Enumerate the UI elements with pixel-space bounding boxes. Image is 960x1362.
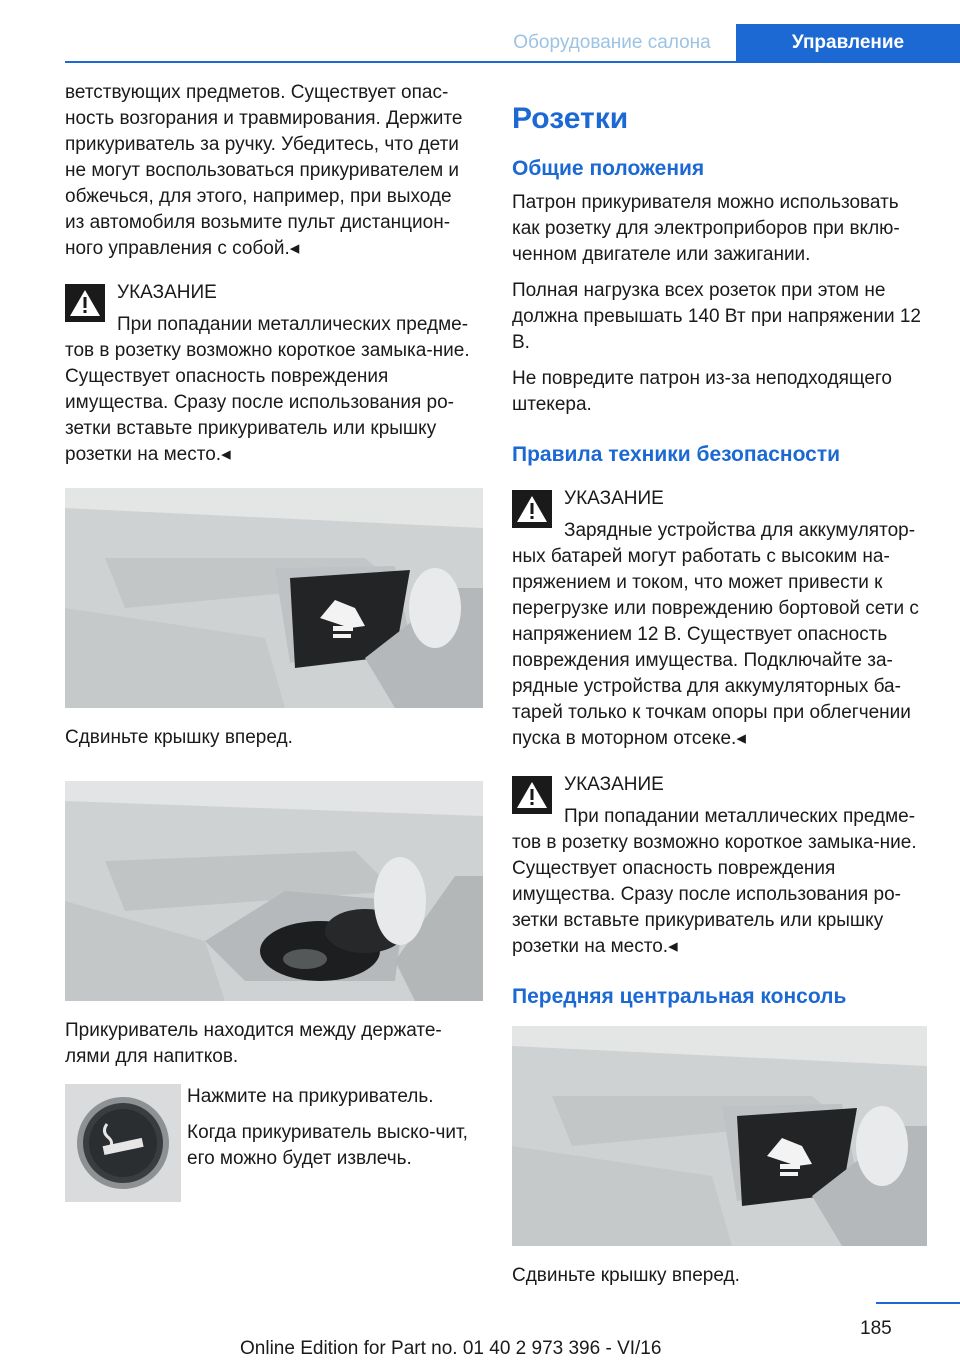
warning-block: [512, 486, 927, 752]
intro-line: обжечься, для этого, например, при выходе: [65, 186, 452, 207]
general-paragraph-3: Не повредите патрон из-за неподходящего штекера.: [512, 368, 892, 415]
console-cover-photo: [65, 488, 483, 708]
console-heading: Передняя центральная консоль: [512, 985, 847, 1008]
section-tab[interactable]: Оборудование салона: [513, 32, 711, 53]
header-divider: [65, 61, 960, 63]
cup-holder-photo: [65, 781, 483, 1001]
intro-paragraph: [65, 80, 483, 262]
cigarette-lighter-icon: [65, 1084, 181, 1202]
warning-icon: [512, 776, 552, 814]
cigarette-lighter-block: [65, 1084, 483, 1209]
intro-line: ного управления с собой.◂: [65, 238, 300, 259]
footer-divider: [876, 1302, 960, 1304]
press-instruction: Нажмите на прикуриватель.: [187, 1086, 434, 1107]
lighter-instructions: [187, 1084, 483, 1182]
warning-text: При попадании металлических предме-тов в розетку возможно короткое замыка-ние. Существует опасность повреждения имущества. Сразу после использования ро-зетки вставьте прикуриватель или крышку розетки на место.◂: [512, 806, 917, 957]
intro-line: из автомобиля возьмите пульт дистанцион-: [65, 212, 451, 233]
edition-note: Online Edition for Part no. 01 40 2 973 396 - VI/16: [240, 1338, 662, 1359]
warning-block: [512, 772, 927, 960]
left-column: [65, 80, 483, 1209]
general-paragraph-2: Полная нагрузка всех розеток при этом не должна превышать 140 Вт при напряжении 12 В.: [512, 280, 921, 353]
photo-caption-3: Сдвиньте крышку вперед.: [512, 1265, 740, 1286]
page-title: Розетки: [512, 102, 629, 135]
page-header: [0, 0, 960, 62]
page-number: 185: [860, 1318, 892, 1339]
warning-title: УКАЗАНИЕ: [117, 282, 217, 303]
intro-line: ность возгорания и травмирования. Держите: [65, 108, 463, 129]
warning-block: [65, 280, 483, 468]
intro-line: прикуриватель за ручку. Убедитесь, что дети: [65, 134, 459, 155]
general-heading: Общие положения: [512, 157, 705, 180]
warning-title: УКАЗАНИЕ: [564, 488, 664, 509]
safety-heading: Правила техники безопасности: [512, 443, 841, 466]
photo-caption-2: Прикуриватель находится между держате-лями для напитков.: [65, 1020, 442, 1067]
warning-text: При попадании металлических предме-тов в розетку возможно короткое замыка-ние. Существует опасность повреждения имущества. Сразу после использования ро-зетки вставьте прикуриватель или крышку розетки на место.◂: [65, 314, 470, 465]
intro-line: не могут воспользоваться прикуривателем и: [65, 160, 460, 181]
chapter-tab[interactable]: Управление: [736, 24, 960, 62]
warning-icon: [65, 284, 105, 322]
warning-title: УКАЗАНИЕ: [564, 774, 664, 795]
intro-line: ветствующих предметов. Существует опас-: [65, 82, 449, 103]
warning-text: Зарядные устройства для аккумулятор-ных батарей могут работать с высоким на-пряжением и током, что может привести к перегрузке или повреждению бортовой сети с напряжением 12 В. Существует опасность повреждения имущества. Подключайте за-рядные устройства для аккумуляторных ба-тарей только к точкам опоры при облегчении пуска в моторном отсеке.◂: [512, 520, 919, 749]
front-console-photo: [512, 1026, 927, 1246]
general-paragraph-1: Патрон прикуривателя можно использовать как розетку для электроприборов при вклю-ченном двигателе или зажигании.: [512, 192, 900, 265]
eject-instruction: Когда прикуриватель выско-чит, его можно будет извлечь.: [187, 1122, 468, 1169]
warning-icon: [512, 490, 552, 528]
photo-caption-1: Сдвиньте крышку вперед.: [65, 727, 293, 748]
right-column: [512, 80, 927, 1319]
